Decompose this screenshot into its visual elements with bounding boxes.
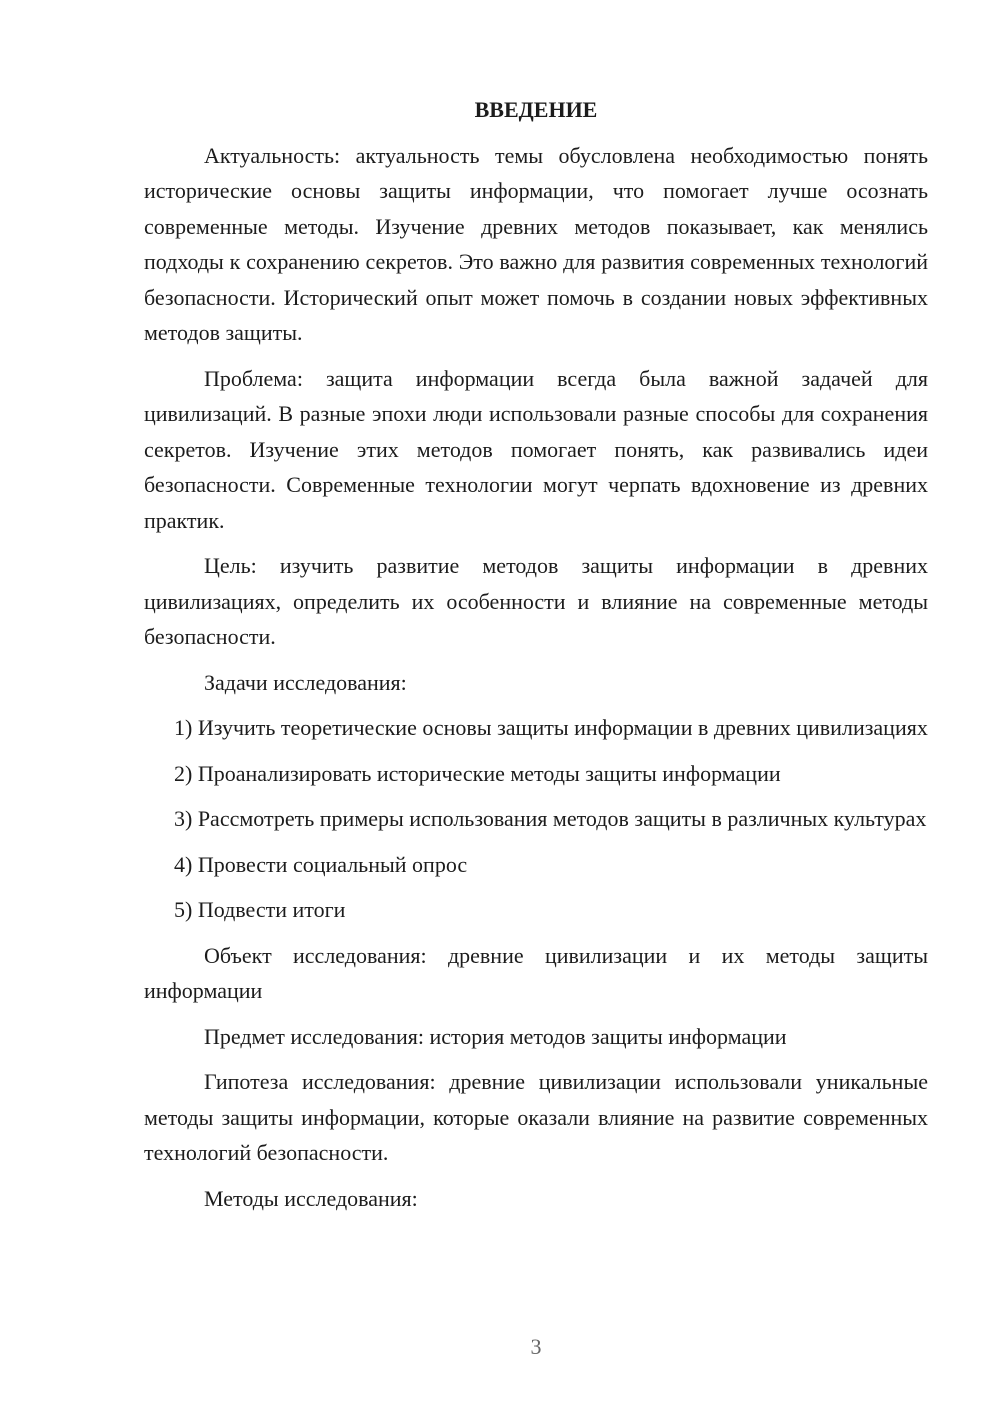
task-item-2: 2) Проанализировать исторические методы защиты информации (174, 760, 781, 786)
task-item-3: 3) Рассмотреть примеры использования методов защиты в различных культурах (174, 806, 927, 831)
task-item-1: 1) Изучить теоретические основы защиты информации в древних цивилизациях (174, 715, 928, 740)
paragraph-object: Объект исследования: древние цивилизации и их методы защиты информации (144, 942, 928, 1003)
paragraph-problem: Проблема: защита информации всегда была важной задачей для цивилизаций. В разные эпохи люди использовали разные способы для сохранения секретов. Изучение этих методов помогает понять, как развивались идеи безопасности. Современные технологии могут черпать вдохновение из древних практик. (144, 365, 928, 533)
paragraph-goal: Цель: изучить развитие методов защиты информации в древних цивилизациях, определить их особенности и влияние на современные методы безопасности. (144, 553, 928, 649)
methods-heading: Методы исследования: (204, 1185, 418, 1211)
paragraph-subject: Предмет исследования: история методов защиты информации (204, 1023, 787, 1049)
tasks-heading: Задачи исследования: (204, 669, 407, 695)
paragraph-hypothesis: Гипотеза исследования: древние цивилизации использовали уникальные методы защиты информации, которые оказали влияние на развитие современных технологий безопасности. (144, 1069, 928, 1165)
paragraph-relevance: Актуальность: актуальность темы обусловлена необходимостью понять исторические основы защиты информации, что помогает лучше осознать современные методы. Изучение древних методов показывает, как менялись подходы к сохранению секретов. Это важно для развития современных технологий безопасности. Исторический опыт может помочь в создании новых эффективных методов защиты. (144, 142, 928, 345)
task-item-4: 4) Провести социальный опрос (174, 851, 468, 877)
task-item-5: 5) Подвести итоги (174, 897, 346, 922)
page-number: 3 (530, 1334, 542, 1359)
document-page (144, 92, 928, 1226)
page-title: ВВЕДЕНИЕ (474, 97, 598, 122)
